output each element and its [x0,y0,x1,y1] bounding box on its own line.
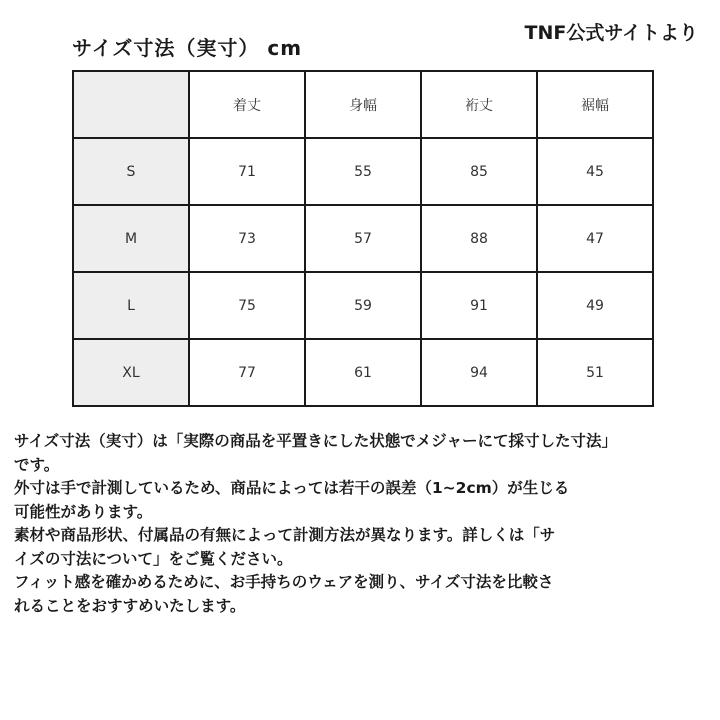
table-cell: 85 [421,138,537,205]
table-header-row [73,71,653,138]
source-note: TNF公式サイトより [524,22,698,44]
column-header: 着丈 [189,71,305,138]
table-cell: 45 [537,138,653,205]
note-line: 可能性があります。 [14,502,153,521]
column-header: 裄丈 [421,71,537,138]
table-corner-cell [73,71,189,138]
note-line: イズの寸法について」をご覧ください。 [14,549,293,568]
table-cell: 88 [421,205,537,272]
note-line: サイズ寸法（実寸）は「実際の商品を平置きにした状態でメジャーにて採寸した寸法」 [14,432,617,450]
table-row [73,272,653,339]
note-line: 素材や商品形状、付属品の有無によって計測方法が異なります。詳しくは「サ [14,526,556,544]
column-header: 裾幅 [537,71,653,138]
table-cell: 75 [189,272,305,339]
table-cell: 61 [305,339,421,406]
note-line: 外寸は手で計測しているため、商品によっては若干の誤差（1~2cm）が生じる [14,479,570,497]
size-label: XL [73,339,189,406]
note-line: フィット感を確かめるために、お手持ちのウェアを測り、サイズ寸法を比較さ [14,573,554,591]
table-cell: 73 [189,205,305,272]
size-label: S [73,138,189,205]
table-row [73,138,653,205]
table-cell: 59 [305,272,421,339]
size-label: M [73,205,189,272]
notes-block [14,430,710,618]
table-cell: 57 [305,205,421,272]
table-row [73,205,653,272]
table-cell: 77 [189,339,305,406]
table-cell: 55 [305,138,421,205]
table-cell: 51 [537,339,653,406]
size-label: L [73,272,189,339]
table-cell: 71 [189,138,305,205]
note-line: です。 [14,455,60,474]
size-table [72,70,654,407]
table-row [73,339,653,406]
column-header: 身幅 [305,71,421,138]
table-cell: 94 [421,339,537,406]
table-cell: 91 [421,272,537,339]
table-cell: 49 [537,272,653,339]
note-line: れることをおすすめいたします。 [14,596,246,615]
page-title: サイズ寸法（実寸） cm [72,36,303,60]
table-cell: 47 [537,205,653,272]
